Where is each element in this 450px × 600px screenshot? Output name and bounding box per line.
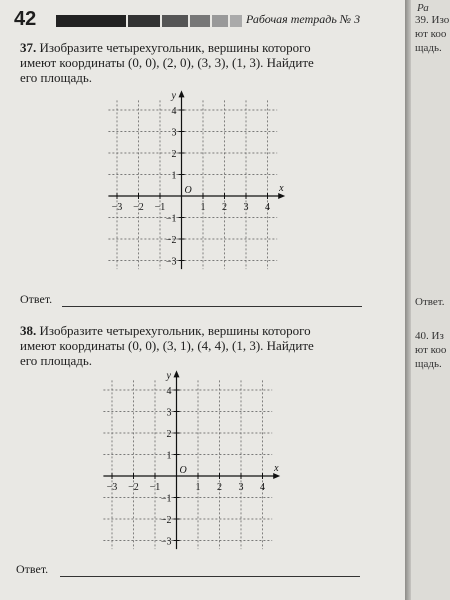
y-tick-label: 2 (166, 429, 172, 440)
header-decoration-bars (56, 15, 242, 27)
y-tick-label: 2 (171, 149, 177, 160)
x-tick-label: −1 (154, 202, 166, 213)
task-37-line2: имеют координаты (0, 0), (2, 0), (3, 3), (1, 3). Найдите (20, 55, 314, 70)
x-tick-label: 3 (238, 482, 244, 493)
x-tick-label: 1 (195, 482, 201, 493)
y-tick-label: −2 (160, 515, 172, 526)
right-page-edge (411, 0, 450, 600)
task-37-coordinate-grid (105, 90, 285, 278)
right-page-task-39-line3: щадь. (415, 42, 442, 54)
origin-label: O (179, 465, 187, 476)
right-page-task-40-line2: ют коо (415, 344, 447, 356)
task-37-answer-label: Ответ. (20, 292, 53, 306)
y-axis-arrow (174, 370, 180, 377)
task-38-number: 38. (20, 323, 37, 338)
y-tick-label: −3 (165, 256, 177, 268)
x-tick-label: −3 (106, 482, 118, 493)
x-tick-label: −2 (133, 202, 144, 213)
task-38-answer-label: Ответ. (16, 562, 49, 576)
y-tick-label: 1 (171, 170, 177, 182)
right-page-header: Ра (417, 2, 429, 14)
x-tick-label: 4 (260, 482, 265, 493)
page-header (8, 6, 400, 32)
y-tick-label: −2 (165, 235, 177, 246)
task-38-line3: его площадь. (20, 353, 93, 368)
x-tick-label: −1 (149, 482, 161, 493)
task-37-answer-line[interactable] (62, 306, 362, 307)
x-tick-label: 1 (200, 202, 206, 213)
x-tick-label: 4 (265, 202, 270, 213)
y-tick-label: 3 (166, 407, 172, 419)
y-axis-label: y (166, 370, 171, 382)
right-page-task-39: 39. Изо (415, 14, 450, 26)
x-tick-label: −2 (128, 482, 139, 493)
origin-label: O (184, 185, 192, 196)
x-tick-label: 2 (222, 202, 227, 213)
right-page-task-40: 40. Из (415, 330, 444, 342)
y-tick-label: 4 (166, 386, 172, 397)
y-tick-label: −1 (160, 493, 172, 505)
right-page-answer-label: Ответ. (415, 296, 445, 308)
y-tick-label: −1 (165, 213, 177, 225)
x-axis-label: x (279, 183, 284, 194)
task-38-answer-line[interactable] (60, 576, 360, 577)
x-axis-label: x (274, 463, 279, 474)
task-37-line3: его площадь. (20, 70, 93, 85)
page-number: 42 (14, 8, 37, 30)
x-tick-label: 2 (217, 482, 222, 493)
y-tick-label: 4 (171, 106, 177, 117)
workbook-title: Рабочая тетрадь № 3 (246, 12, 361, 26)
task-38-line2: имеют координаты (0, 0), (3, 1), (4, 4), (1, 3). Найдите (20, 338, 314, 353)
y-tick-label: 3 (171, 127, 177, 139)
task-38-coordinate-grid (100, 370, 280, 558)
x-tick-label: −3 (111, 202, 123, 213)
task-37-number: 37. (20, 40, 37, 55)
y-axis-arrow (179, 90, 185, 97)
task-37-line1: 37. Изобразите четырехугольник, вершины которого (20, 40, 311, 55)
y-tick-label: −3 (160, 536, 172, 548)
right-page-task-40-line3: щадь. (415, 358, 442, 370)
y-axis-label: y (171, 90, 176, 102)
y-tick-label: 1 (166, 450, 172, 462)
x-tick-label: 3 (243, 202, 249, 213)
right-page-task-39-line2: ют коо (415, 28, 447, 40)
task-37-text (20, 40, 380, 85)
task-38-line1: 38. Изобразите четырехугольник, вершины которого (20, 323, 311, 338)
task-38-text (20, 323, 380, 368)
